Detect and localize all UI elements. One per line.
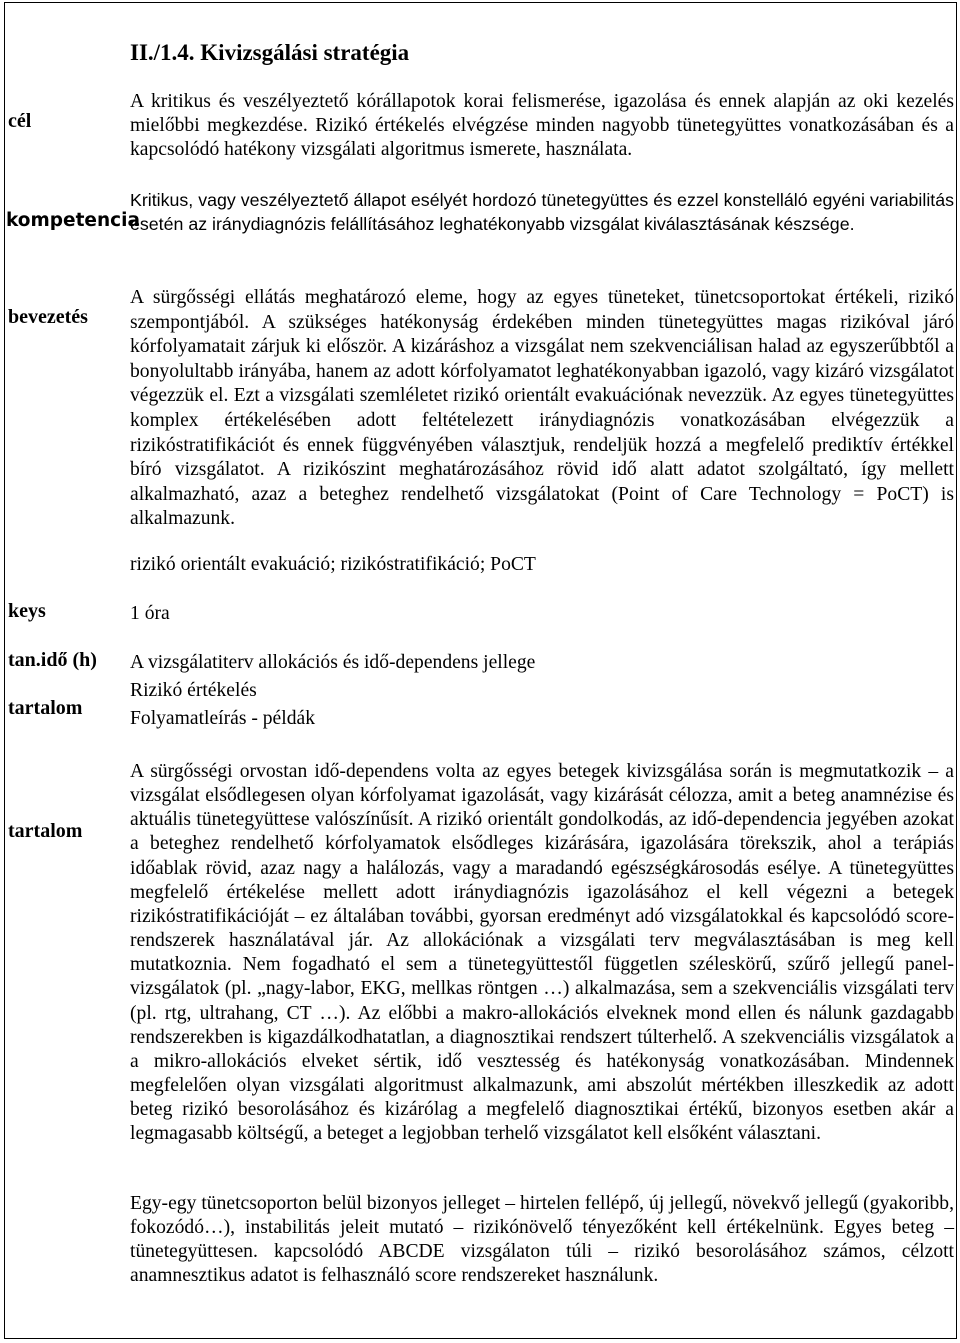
tartalom-paragraph-2: Egy-egy tünetcsoporton belül bizonyos jelleget – hirtelen fellépő, új jellegű, növekvő jellegű (gyakoribb, fokozódó…), instabilitás jeleit mutató – rizikónövelő tényezőként kell értékelnünk. Egyes beteg – tünetegyüttesen. kapcsolódó ABCDE vizsgálaton túli – rizikó besorolásához számos, célzott anamnesztikus adatot is felhasználó score rendszereket használunk. <box>130 1193 954 1287</box>
label-kompetencia: kompetencia <box>6 210 140 231</box>
tartalom-item: A vizsgálatiterv allokációs és idő-dependens jellege <box>130 652 536 673</box>
cel-text: A kritikus és veszélyeztető kórállapotok korai felismerése, igazolása és ennek alapján az oki kezelés mielőbbi megkezdése. Rizikó értékelés elvégzése minden nagyobb tünetegyüttes vonatkozásában és a kapcsolódó hatékony vizsgálati algoritmus ismerete, használata. <box>130 91 954 161</box>
bevezetes-text: A sürgősségi ellátás meghatározó eleme, hogy az egyes tüneteket, tünetcsoportokat értékeli, rizikó szempontjából. A szükséges hatékonyság érdekében minden tünetegyüttes magas rizikóval járó kórfolyamatait zárjuk ki először. A kizáráshoz a vizsgálat nem szekvenciálisan halad az egyszerűbbtől a bonyolultabb irányába, hanem az adott kórfolyamatot leghatékonyabban igazoló, vagy kizáró vizsgálatot végezzük el. Ezt a vizsgálati szemléletet rizikó orientált evakuációnak nevezzük. Az egyes tünetegyüttes komplex értékelésében adott feltételezett iránydiagnózis vonatkozásában elvégezzük a rizikóstratifikációt és ennek függvényében választjuk, rendeljük hozzá a megfelelő prediktív értékkel bíró vizsgálatot. A rizikószint meghatározásához rövid idő alatt adatot szolgáltató, így mellett alkalmazható, azaz a beteghez rendelhető vizsgálatokat (Point of Care Technology = PoCT) is alkalmazunk. <box>130 287 954 530</box>
tanido-text: 1 óra <box>130 603 170 624</box>
label-cel: cél <box>8 110 32 132</box>
kompetencia-text: Kritikus, vagy veszélyeztető állapot esélyét hordozó tünetegyüttes és ezzel konstelláló egyéni variabilitás esetén az iránydiagnózis felállításához leghatékonyabb vizsgálat kiválasztásának készsége. <box>130 190 954 234</box>
keys-text: rizikó orientált evakuáció; rizikóstratifikáció; PoCT <box>130 554 536 575</box>
label-keys: keys <box>8 600 46 622</box>
tartalom-item: Folyamatleírás - példák <box>130 708 315 729</box>
page-title: II./1.4. Kivizsgálási stratégia <box>130 40 410 65</box>
tartalom-item: Rizikó értékelés <box>130 680 257 701</box>
label-tanido: tan.idő (h) <box>8 649 97 671</box>
label-tartalom-1: tartalom <box>8 697 83 719</box>
label-bevezetes: bevezetés <box>8 306 88 328</box>
label-tartalom-2: tartalom <box>8 820 83 842</box>
tartalom-paragraph-1: A sürgősségi orvostan idő-dependens volta az egyes betegek kivizsgálása során is megmutatkozik – a vizsgálat elsődlegesen olyan kórfolyamat igazolását, vagy kizárását célozza, amit a beteg anamnézise és aktuális tünetegyüttese valószínűsít. A rizikó orientált gondolkodás, az idő-dependencia jegyében azokat a beteghez rendelhető kórfolyamatok elsődleges kizárására, igazolására törekszik, ahol a terápiás időablak rövid, azaz nagy a halálozás, vagy a maradandó egészségkárosodás esélye. A tünetegyüttes megfelelő értékelése mellett adott iránydiagnózis igazolásához el kell végezni a betegek rizikóstratifikációját – ez általában további, gyorsan eredményt adó vizsgálatokkal és kapcsolódó score-rendszerek használatával jár. Az allokációnak a vizsgálati terv megválasztásában is meg kell mutatkoznia. Nem fogadható el sem a tünetegyüttestől független széleskörű, szűrő jellegű panel-vizsgálatok (pl. „nagy-labor, EKG, mellkas röntgen …) alkalmazása, sem a szekvenciális vizsgálati terv (pl. rtg, ultrahang, CT …). Az előbbi a makro-allokációs elveknek mond ellen és nálunk gazdagabb rendszerekben is kigazdálkodhatatlan, a diagnosztikai rendszert túlterhelő. A szekvenciális vizsgálatok a a mikro-allokációs elveket sértik, idő vesztesség és hatékonyság vonatkozásában. Mindennek megfelelően olyan vizsgálati algoritmust alkalmazunk, ami abszolút mértékben illeszkedik az adott beteg rizikó besorolásához és kizárólag a megfelelő diagnosztikai értékű, bizonyos esetben akár a legmagasabb költségű, a beteget a legjobban terhelő vizsgálatot kell elsőként választani. <box>130 761 954 1145</box>
